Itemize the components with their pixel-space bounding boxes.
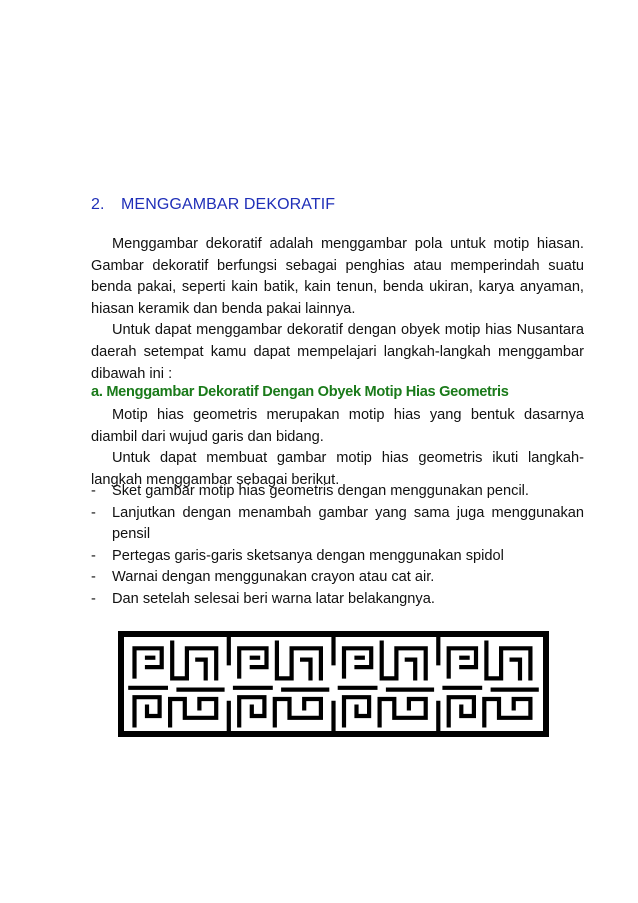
steps-list [91,481,584,611]
paragraph: Untuk dapat menggambar dekoratif dengan obyek motip hias Nusantara daerah setempat kamu dapat mempelajari langkah-langkah menggambar dibawah ini : [91,322,584,382]
intro-text [91,234,584,385]
geometric-pattern-figure [118,631,549,737]
list-item: - Warnai dengan menggunakan crayon atau cat air. [91,567,584,589]
motif-line [445,688,537,690]
list-item: - Lanjutkan dengan menambah gambar yang sama juga menggunakan pensil [91,503,584,546]
section-title: MENGGAMBAR DEKORATIF [121,196,336,213]
section-number: 2. [91,196,105,213]
paragraph: Menggambar dekoratif adalah menggambar pola untuk motip hiasan. Gambar dekoratif berfungsi sebagai penghias atau memperindah suatu benda pakai, seperti kain batik, kain tenun, benda ukiran, karya anyaman, hiasan keramik dan benda pakai lainnya. [91,236,584,317]
paragraph: Untuk dapat membuat gambar motip hias geometris ikuti langkah-langkah menggambar sebagai berikut. [91,450,584,488]
motif-line [235,688,327,690]
motif-line [340,688,432,690]
section-heading [91,196,335,214]
paragraph: Motip hias geometris merupakan motip hias yang bentuk dasarnya diambil dari wujud garis dan bidang. [91,407,584,445]
subsection-text [91,405,584,491]
list-item: - Sket gambar motip hias geometris dengan menggunakan pencil. [91,481,584,503]
list-item: - Pertegas garis-garis sketsanya dengan menggunakan spidol [91,546,584,568]
list-item: - Dan setelah selesai beri warna latar belakangnya. [91,589,584,611]
subsection-title: a. Menggambar Dekoratif Dengan Obyek Motip Hias Geometris [91,384,509,400]
